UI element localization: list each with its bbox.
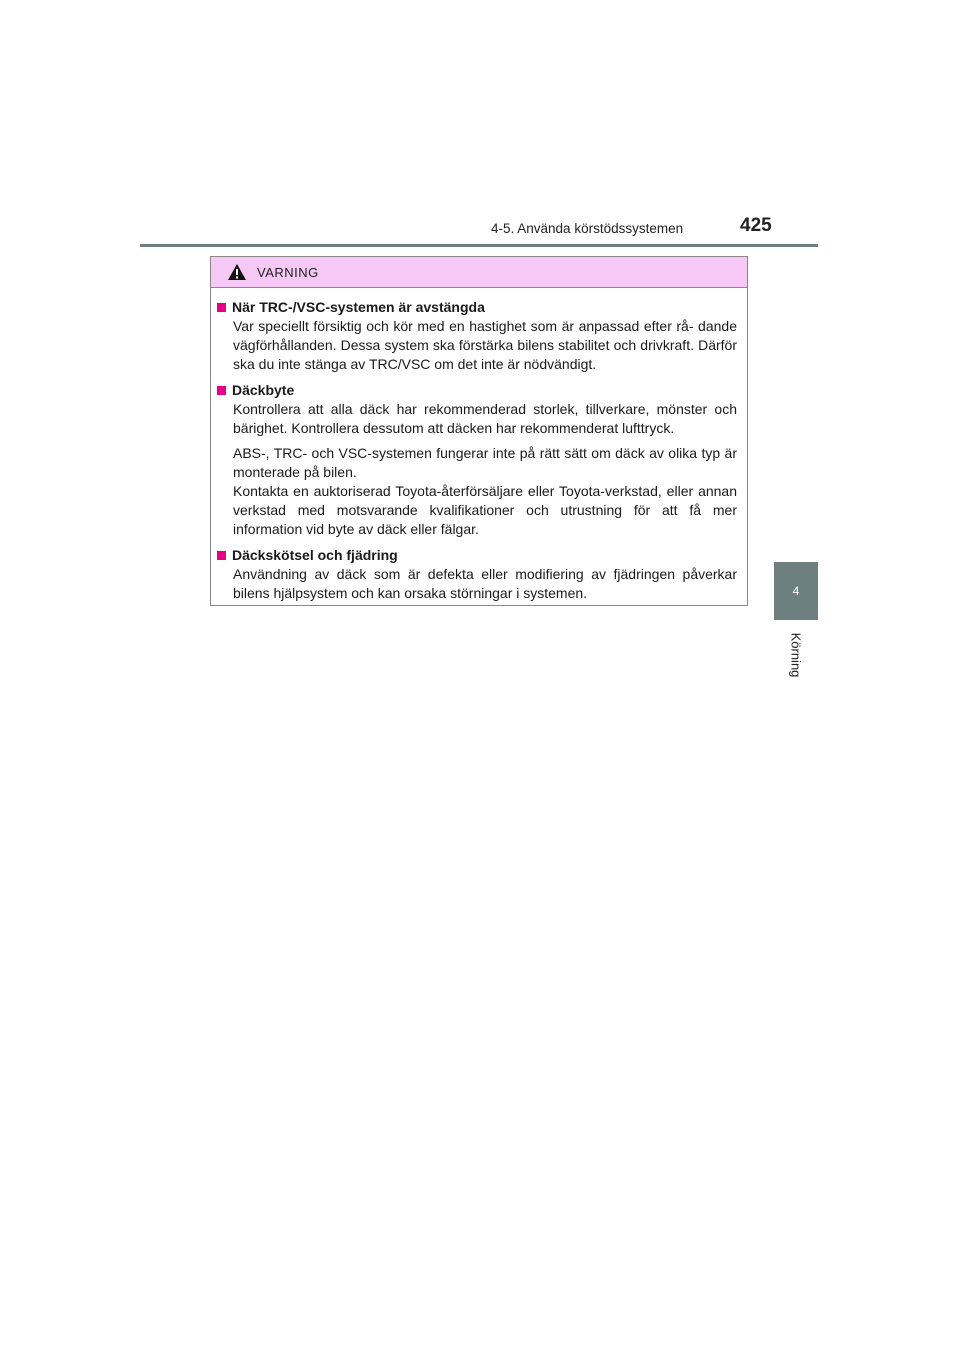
bullet-square-icon bbox=[217, 551, 226, 560]
chapter-label: Körning bbox=[788, 632, 804, 678]
bullet-square-icon bbox=[217, 386, 226, 395]
warning-title: VARNING bbox=[257, 264, 319, 280]
paragraph: Användning av däck som är defekta eller modifiering av fjädringen påverkar bilens hjälpsystem och kan orsaka störningar i systemen. bbox=[233, 566, 737, 601]
section-title: 4-5. Använda körstödssystemen bbox=[491, 221, 684, 236]
section-heading bbox=[217, 546, 737, 565]
bullet-square-icon bbox=[217, 303, 226, 312]
warning-section-tire-care-suspension bbox=[217, 546, 737, 603]
warning-box bbox=[210, 256, 748, 606]
section-heading-text: Däckbyte bbox=[232, 382, 295, 398]
header-divider bbox=[140, 244, 818, 247]
section-heading bbox=[217, 298, 737, 317]
section-heading-text: Däckskötsel och fjädring bbox=[232, 547, 398, 563]
paragraph: Var speciellt försiktig och kör med en hastighet som är anpassad efter rå- dande vägförhållanden. Dessa system ska förstärka bilens stabilitet och drivkraft. Därför ska du inte stänga av TRC/VSC om det inte är nödvändigt. bbox=[233, 318, 737, 372]
page-number: 425 bbox=[740, 215, 772, 236]
section-heading-text: När TRC-/VSC-systemen är avstängda bbox=[232, 299, 485, 315]
section-heading bbox=[217, 381, 737, 400]
warning-body bbox=[211, 288, 747, 603]
paragraph: ABS-, TRC- och VSC-systemen fungerar inte på rätt sätt om däck av olika typ är monterade på bilen. bbox=[233, 445, 737, 480]
warning-triangle-icon bbox=[227, 263, 247, 281]
warning-header bbox=[211, 257, 747, 288]
chapter-tab bbox=[774, 562, 818, 620]
paragraph: Kontrollera att alla däck har rekommenderad storlek, tillverkare, mönster och bärighet. Kontrollera dessutom att däcken har rekommenderat lufttryck. bbox=[233, 401, 737, 436]
warning-section-tire-change bbox=[217, 381, 737, 539]
chapter-number: 4 bbox=[792, 584, 800, 598]
paragraph: Kontakta en auktoriserad Toyota-återförsäljare eller Toyota-verkstad, eller annan verkstad med motsvarande kvalifikationer och utrustning för att få mer information vid byte av däck eller fälgar. bbox=[233, 483, 737, 537]
warning-section-trc-vsc-off bbox=[217, 298, 737, 374]
